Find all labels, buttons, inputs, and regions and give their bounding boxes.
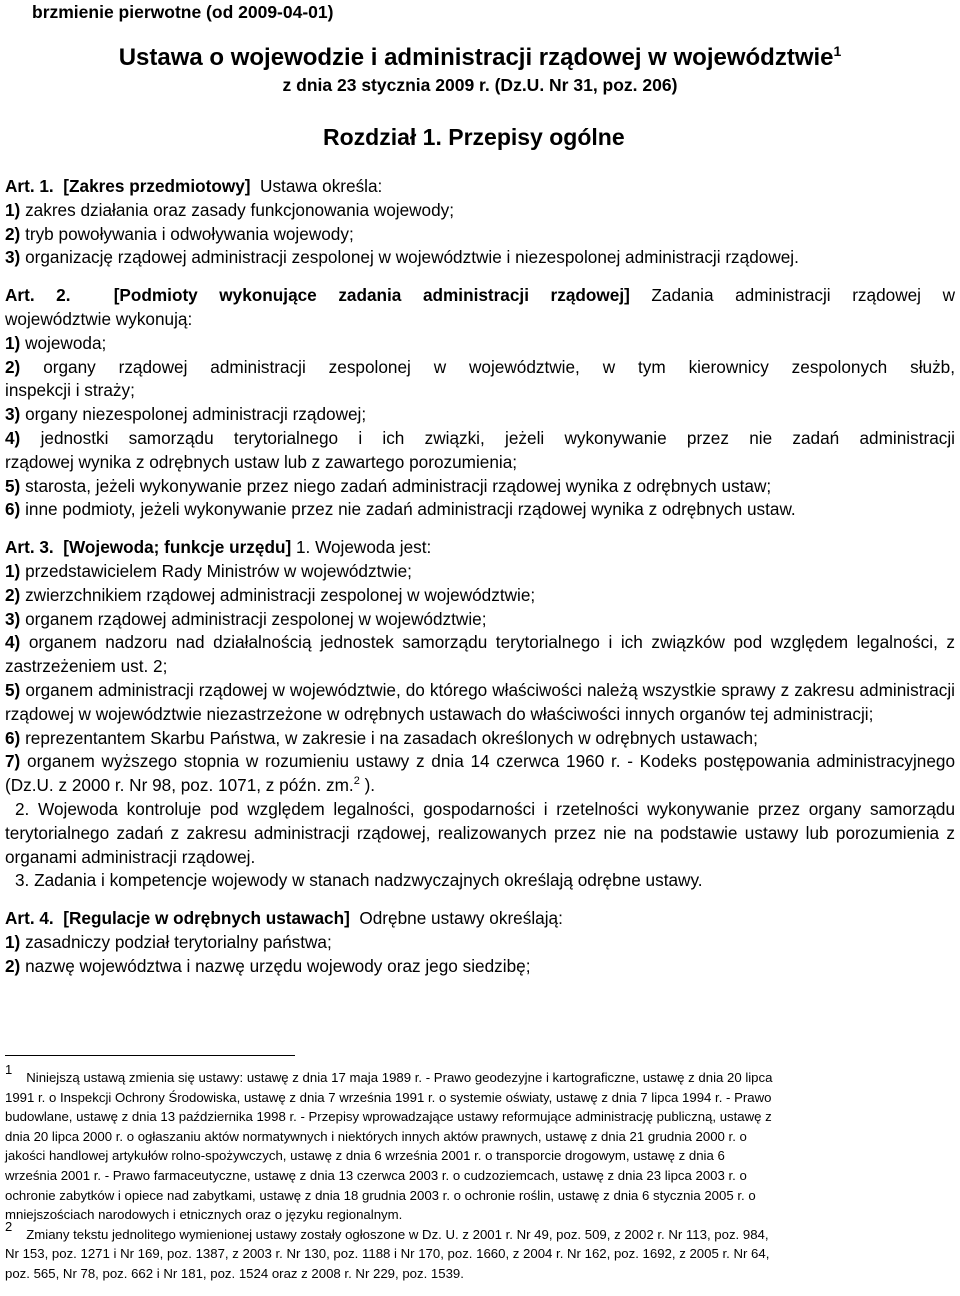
art3-item	[5, 750, 955, 798]
item-text: tryb powoływania i odwoływania wojewody;	[25, 223, 354, 244]
footnote-1	[5, 1062, 955, 1088]
footnote-separator	[5, 1055, 295, 1056]
art4-number: Art. 4.	[5, 908, 54, 929]
art3-header	[5, 536, 955, 560]
footnote-ref-1[interactable]: 1	[833, 43, 842, 59]
footnote-line: Niniejszą ustawą zmienia się ustawy: ustawę z dnia 17 maja 1989 r. - Prawo geodezyjne i kartograficzne, ustawę z dnia 20 lipca	[26, 1070, 773, 1085]
item-text: organem wyższego stopnia w rozumieniu ustawy z dnia 14 czerwca 1960 r. - Kodeks postępowania administracyjnego (Dz.U. z 2000 r. Nr 98, poz. 1071, z późn. zm.	[5, 751, 955, 796]
footnote-line: poz. 565, Nr 78, poz. 662 i Nr 181, poz. 1524 oraz z 2008 r. Nr 229, poz. 1539.	[5, 1265, 464, 1281]
art3-item	[5, 679, 955, 727]
item-number: 2)	[5, 356, 21, 377]
item-text: organem nadzoru nad działalnością jednostek samorządu terytorialnego i ich związków pod względem legalności, z zastrzeżeniem ust. 2;	[5, 632, 955, 677]
art1-header	[5, 175, 955, 199]
art2-number: Art. 2.	[5, 285, 71, 306]
item-number: 5)	[5, 679, 21, 700]
item-number: 2)	[5, 223, 21, 244]
footnote-line: mniejszościach narodowych i etnicznych oraz o języku regionalnym.	[5, 1207, 403, 1223]
item-number: 5)	[5, 475, 21, 496]
art3-item	[5, 608, 955, 632]
art1-item	[5, 223, 955, 247]
item-text-tail: ).	[359, 775, 376, 796]
art4-intro: Odrębne ustawy określają:	[359, 908, 563, 929]
footnote-line: dnia 20 lipca 2000 r. o ogłaszaniu aktów normatywnych i niektórych innych aktów prawnych, ustawę z dnia 21 grudnia 2000 r. o	[5, 1128, 747, 1144]
art3-item	[5, 560, 955, 584]
footnote-line: Nr 153, poz. 1271 i Nr 169, poz. 1387, z 2003 r. Nr 130, poz. 1188 i Nr 170, poz. 1660, z 2004 r. Nr 162, poz. 1692, z 2005 r. Nr 64,	[5, 1246, 770, 1262]
footnote-line: budowlane, ustawę z dnia 13 października 1998 r. - Przepisy wprowadzające ustawy reformujące administrację publiczną, ustawę z	[5, 1109, 772, 1125]
item-text: organem administracji rządowej w województwie, do którego właściwości należą wszystkie sprawy z zakresu administracji rządowej w województwie niezastrzeżone w odrębnych ustawach do właściwości innych organów tej administracji;	[5, 679, 955, 724]
art3-paragraph-3: 3. Zadania i kompetencje wojewody w stanach nadzwyczajnych określają odrębne ustawy.	[15, 870, 703, 891]
art1-item	[5, 199, 955, 223]
item-text: wojewoda;	[25, 332, 107, 353]
art4-heading: [Regulacje w odrębnych ustawach]	[63, 908, 350, 929]
item-number: 2)	[5, 584, 21, 605]
art1-number: Art. 1.	[5, 176, 54, 196]
item-number: 6)	[5, 727, 21, 748]
art4-header	[5, 907, 955, 931]
item-number: 4)	[5, 632, 21, 653]
item-number: 1)	[5, 931, 21, 952]
item-text: organy niezespolonej administracji rządowej;	[25, 404, 367, 425]
act-title-text: Ustawa o wojewodzie i administracji rządowej w województwie	[118, 44, 834, 71]
footnote-2	[5, 1218, 955, 1245]
item-text: zakres działania oraz zasady funkcjonowania wojewody;	[25, 199, 455, 220]
item-text: organy rządowej administracji zespolonej w województwie, w tym kierownicy zespolonych służb,	[43, 356, 956, 377]
art2-item	[5, 332, 955, 356]
art3-intro: 1. Wojewoda jest:	[295, 537, 432, 558]
item-number: 1)	[5, 332, 21, 353]
footnote-mark: 2	[5, 1218, 13, 1234]
art2-item	[5, 356, 955, 380]
art2-intro: Zadania administracji rządowej w	[651, 285, 955, 306]
item-number: 6)	[5, 499, 21, 520]
item-text: jednostki samorządu terytorialnego i ich związki, jeżeli wykonywanie przez nie zadań administracji	[40, 427, 955, 448]
art4-item	[5, 955, 955, 979]
art2-item	[5, 427, 955, 451]
item-number: 7)	[5, 751, 21, 772]
art2-item	[5, 475, 955, 499]
art1-heading: [Zakres przedmiotowy]	[63, 176, 251, 196]
item-text: organizację rządowej administracji zespolonej w województwie i niezespolonej administracji rządowej.	[25, 247, 799, 268]
art2-heading: [Podmioty wykonujące zadania administracji rządowej]	[113, 285, 630, 306]
item-text: zasadniczy podział terytorialny państwa;	[25, 931, 332, 952]
art2-item-cont: inspekcji i straży;	[5, 380, 135, 401]
art2-intro-cont: województwie wykonują:	[5, 308, 193, 329]
item-number: 3)	[5, 608, 21, 629]
art2-item	[5, 403, 955, 427]
item-number: 1)	[5, 199, 21, 220]
item-number: 2)	[5, 955, 21, 976]
act-subtitle: z dnia 23 stycznia 2009 r. (Dz.U. Nr 31, poz. 206)	[282, 75, 678, 95]
art3-number: Art. 3.	[5, 537, 54, 558]
art3-heading: [Wojewoda; funkcje urzędu]	[63, 537, 292, 558]
item-text: organem rządowej administracji zespolonej w województwie;	[25, 608, 487, 629]
item-text: reprezentantem Skarbu Państwa, w zakresie i na zasadach określonych w odrębnych ustawach;	[25, 727, 758, 748]
footnote-mark: 1	[5, 1062, 13, 1077]
footnote-line: 1991 r. o Inspekcji Ochrony Środowiska, ustawę z dnia 7 września 1991 r. o systemie oświaty, ustawę z dnia 7 lipca 1994 r. - Prawo	[5, 1089, 772, 1105]
art1-intro: Ustawa określa:	[260, 176, 383, 196]
footnote-line: Zmiany tekstu jednolitego wymienionej ustawy zostały ogłoszone w Dz. U. z 2001 r. Nr 49, poz. 509, z 2002 r. Nr 113, poz. 984,	[26, 1226, 769, 1242]
item-text: nazwę województwa i nazwę urzędu wojewody oraz jego siedzibę;	[25, 955, 531, 976]
item-text: inne podmioty, jeżeli wykonywanie przez nie zadań administracji rządowej wynika z odrębnych ustaw.	[25, 499, 796, 520]
chapter-heading: Rozdział 1. Przepisy ogólne	[323, 124, 625, 150]
footnote-line: jakości handlowej artykułów rolno-spożywczych, ustawę z dnia 6 września 2001 r. o transporcie drogowym, ustawę z dnia 6	[5, 1148, 725, 1164]
item-number: 4)	[5, 427, 21, 448]
art3-item	[5, 631, 955, 679]
act-title	[5, 44, 955, 72]
item-text: zwierzchnikiem rządowej administracji zespolonej w województwie;	[25, 584, 536, 605]
art2-item-cont: rządowej wynika z odrębnych ustaw lub z zawartego porozumienia;	[5, 451, 518, 472]
footnotes	[5, 1062, 955, 1284]
item-number: 1)	[5, 560, 21, 581]
document-body	[5, 175, 955, 979]
item-number: 3)	[5, 247, 21, 268]
art3-paragraph-2: 2. Wojewoda kontroluje pod względem legalności, gospodarności i rzetelności wykonywanie przez organy samorządu terytorialnego zadań z zakresu administracji rządowej, realizowanych przez nie na podstawie ustawy lub porozumienia z organami administracji rządowej.	[5, 798, 955, 867]
art1-item	[5, 246, 955, 270]
art4-item	[5, 931, 955, 955]
footnote-line: ochronie zabytków i opiece nad zabytkami, ustawę z dnia 18 grudnia 2003 r. o ochronie roślin, ustawę z dnia 6 stycznia 2005 r. o	[5, 1187, 756, 1203]
art2-header	[5, 284, 955, 308]
item-text: przedstawicielem Rady Ministrów w województwie;	[25, 560, 412, 581]
item-number: 3)	[5, 404, 21, 425]
art3-item	[5, 584, 955, 608]
footnote-line: września 2001 r. - Prawo farmaceutyczne, ustawę z dnia 13 czerwca 2003 r. o cudzoziemcach, ustawę z dnia 23 lipca 2003 r. o	[5, 1167, 747, 1183]
version-status: brzmienie pierwotne (od 2009-04-01)	[32, 2, 334, 22]
art3-item	[5, 727, 955, 751]
footnote-ref-2[interactable]: 2	[353, 775, 360, 788]
art2-item	[5, 498, 955, 522]
item-text: starosta, jeżeli wykonywanie przez niego zadań administracji rządowej wynika z odrębnych ustaw;	[25, 475, 772, 496]
